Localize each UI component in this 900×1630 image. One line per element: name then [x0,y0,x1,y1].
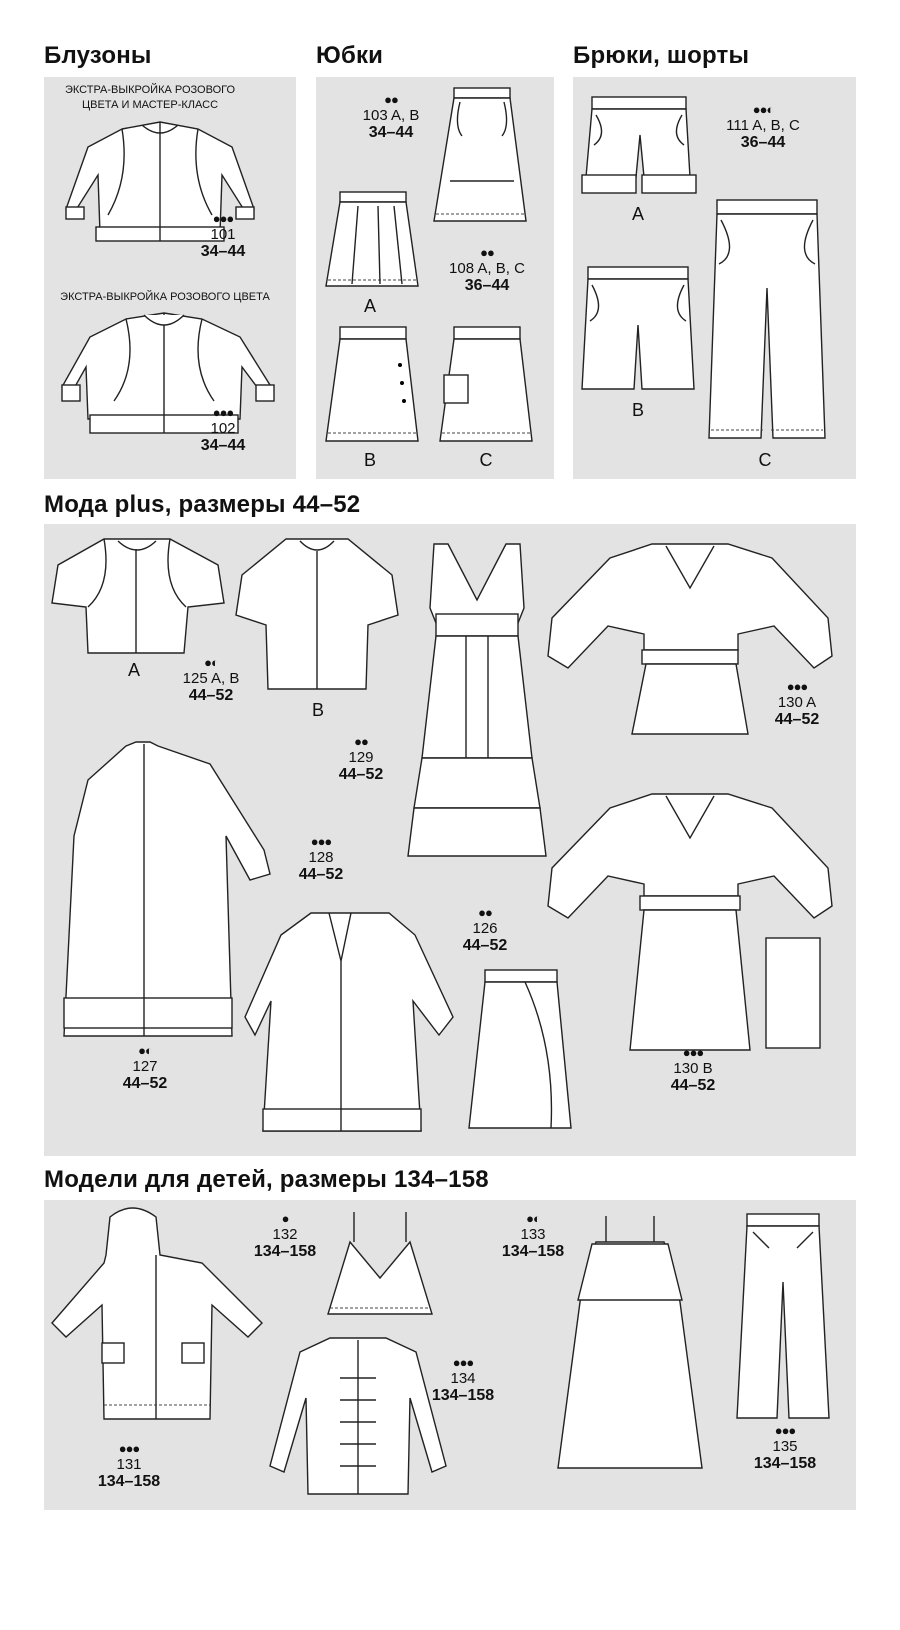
shorts-111a-drawing [578,95,708,199]
sizes-102: 34–44 [200,437,246,454]
label-132 [240,1212,330,1260]
difficulty-101: ●●● [212,211,234,226]
top-132-drawing [320,1208,440,1320]
letter-103a: A [363,296,376,316]
number-126: 126 [472,920,498,937]
difficulty-108: ●● [480,245,494,260]
parka-131-drawing [52,1205,267,1430]
label-128 [276,835,366,883]
label-108 [442,246,532,294]
difficulty-134: ●●● [452,1355,474,1370]
dress-133-drawing [552,1212,708,1472]
label-103 [346,93,436,141]
letter-108c: C [479,450,493,470]
sizes-132: 134–158 [253,1243,317,1260]
dress-130b-drawing [540,788,840,1062]
sizes-129: 44–52 [338,766,384,783]
label-127 [100,1044,190,1092]
difficulty-130a: ●●● [786,679,808,694]
trousers-111c-drawing [705,198,829,448]
dress-129-drawing [404,538,550,860]
skirt-108c-drawing [436,325,536,445]
difficulty-103: ●● [384,92,398,107]
number-127: 127 [132,1058,158,1075]
note-102: ЭКСТРА-ВЫКРОЙКА РОЗОВОГО ЦВЕТА [60,291,270,303]
letter-125b: B [311,700,324,720]
number-128: 128 [308,849,334,866]
skirt-108b-drawing [322,325,422,445]
difficulty-135: ●●● [774,1423,796,1438]
jacket-134-drawing [268,1328,448,1498]
number-134: 134 [450,1370,476,1387]
number-111: 111 A, B, C [726,117,800,134]
sizes-134: 134–158 [431,1387,495,1404]
letter-111c: C [758,450,772,470]
sizes-101: 34–44 [200,243,246,260]
number-130a: 130 A [777,694,817,711]
label-102 [178,406,268,454]
number-135: 135 [772,1438,798,1455]
number-129: 129 [348,749,374,766]
letter-108b: B [363,450,376,470]
label-130b [648,1046,738,1094]
difficulty-127: ●◐ [138,1043,152,1058]
skirt-108-back-drawing [430,86,530,231]
sizes-130b: 44–52 [670,1077,716,1094]
difficulty-128: ●●● [310,834,332,849]
number-133: 133 [520,1226,546,1243]
shorts-111b-drawing [578,265,698,395]
sizes-133: 134–158 [501,1243,565,1260]
difficulty-132: ● [281,1211,289,1226]
sizes-108: 36–44 [464,277,510,294]
coat-128-drawing [243,905,458,1135]
heading-plus: Мода plus, размеры 44–52 [44,491,361,518]
difficulty-129: ●● [354,734,368,749]
note-101: ЭКСТРА-ВЫКРОЙКА РОЗОВОГО ЦВЕТА И МАСТЕР-КЛАСС [64,84,236,111]
number-108: 108 A, B, C [449,260,525,277]
label-101 [178,212,268,260]
trousers-135-drawing [733,1212,833,1422]
difficulty-131: ●●● [118,1441,140,1456]
label-131 [84,1442,174,1490]
letter-111b: B [631,400,644,420]
difficulty-102: ●●● [212,405,234,420]
label-130a [752,680,842,728]
heading-skirts: Юбки [316,42,384,69]
sizes-103: 34–44 [368,124,414,141]
sizes-125: 44–52 [188,687,234,704]
top-125b-drawing [232,535,402,695]
number-103: 103 A, B [362,107,420,124]
label-126 [440,906,530,954]
sizes-127: 44–52 [122,1075,168,1092]
number-132: 132 [272,1226,298,1243]
label-129 [316,735,406,783]
sizes-130a: 44–52 [774,711,820,728]
difficulty-125: ●◐ [204,655,218,670]
label-111 [718,103,808,151]
sizes-131: 134–158 [97,1473,161,1490]
sizes-135: 134–158 [753,1455,817,1472]
number-130b: 130 B [673,1060,713,1077]
heading-blouses: Блузоны [44,42,152,69]
number-131: 131 [116,1456,142,1473]
heading-trousers: Брюки, шорты [573,42,750,69]
difficulty-130b: ●●● [682,1045,704,1060]
heading-kids: Модели для детей, размеры 134–158 [44,1166,489,1193]
top-125a-drawing [48,535,226,660]
skirt-103a-drawing [322,188,422,293]
number-102: 102 [210,420,236,437]
sizes-128: 44–52 [298,866,344,883]
label-135 [740,1424,830,1472]
letter-111a: A [631,204,644,224]
sizes-111: 36–44 [740,134,786,151]
sizes-126: 44–52 [462,937,508,954]
difficulty-133: ●◐ [526,1211,540,1226]
difficulty-111: ●●◐ [752,102,774,117]
letter-125a: A [127,660,140,680]
number-125: 125 A, B [182,670,240,687]
number-101: 101 [210,226,236,243]
difficulty-126: ●● [478,905,492,920]
